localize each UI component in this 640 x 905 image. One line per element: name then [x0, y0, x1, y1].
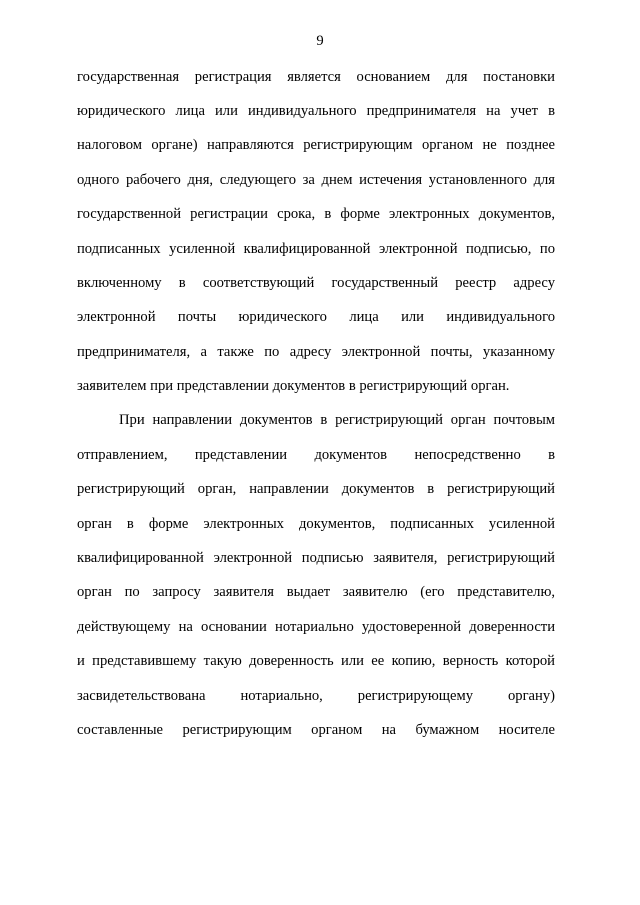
paragraph-1-line: государственная регистрация является основанием для постановки: [77, 69, 555, 85]
paragraph-2-line: отправлением, представлении документов непосредственно в: [77, 447, 555, 463]
paragraph-2-line: При направлении документов в регистрирующий орган почтовым: [119, 412, 555, 428]
paragraph-2-line: и представившему такую доверенность или ее копию, верность которой: [77, 653, 555, 669]
paragraph-1-line: заявителем при представлении документов в регистрирующий орган.: [77, 378, 510, 394]
paragraph-2-line: регистрирующий орган, направлении документов в регистрирующий: [77, 481, 555, 497]
paragraph-1-line: налоговом органе) направляются регистрирующим органом не позднее: [77, 137, 555, 153]
page-number: 9: [316, 33, 324, 49]
paragraph-2-line: орган в форме электронных документов, подписанных усиленной: [77, 516, 555, 532]
paragraph-1-line: предпринимателя, а также по адресу электронной почты, указанному: [77, 344, 555, 360]
paragraph-1-line: включенному в соответствующий государственный реестр адресу: [77, 275, 555, 291]
paragraph-2-line: засвидетельствована нотариально, регистрирующему органу): [77, 688, 555, 704]
paragraph-2-line: составленные регистрирующим органом на бумажном носителе: [77, 722, 555, 738]
paragraph-1-line: государственной регистрации срока, в форме электронных документов,: [77, 206, 555, 222]
paragraph-1-line: подписанных усиленной квалифицированной электронной подписью, по: [77, 241, 555, 257]
paragraph-2-line: действующему на основании нотариально удостоверенной доверенности: [77, 619, 555, 635]
paragraph-1-line: одного рабочего дня, следующего за днем истечения установленного для: [77, 172, 555, 188]
paragraph-2-line: квалифицированной электронной подписью заявителя, регистрирующий: [77, 550, 555, 566]
paragraph-1-line: юридического лица или индивидуального предпринимателя на учет в: [77, 103, 555, 119]
paragraph-1-line: электронной почты юридического лица или индивидуального: [77, 309, 555, 325]
paragraph-2-line: орган по запросу заявителя выдает заявителю (его представителю,: [77, 584, 555, 600]
